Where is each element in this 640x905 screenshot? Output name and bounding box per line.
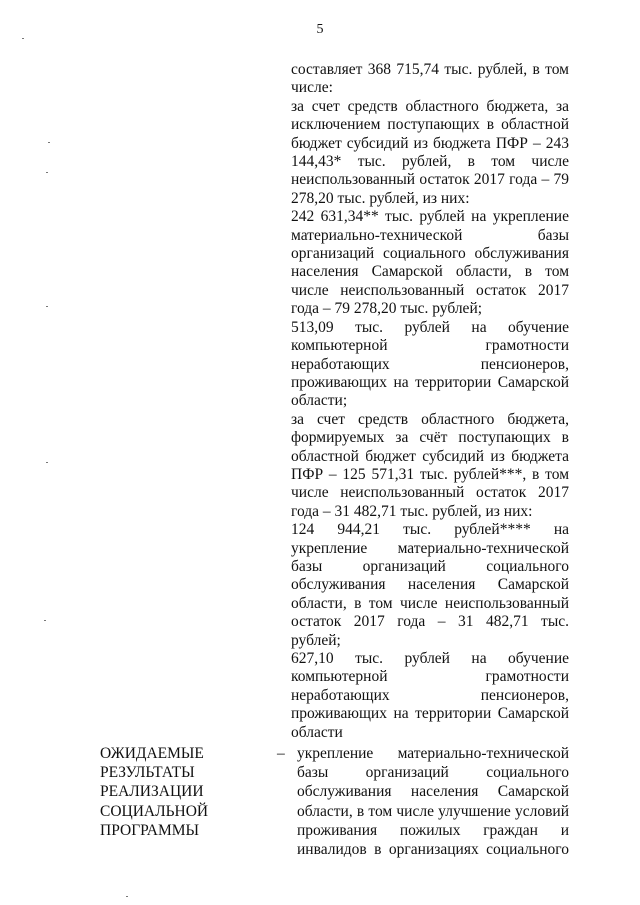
scan-speck — [46, 462, 48, 463]
funding-pfr-infrastructure: 124 944,21 тыс. рублей**** на укрепление материально-технической базы организаций социального обслуживания населения Самарской области, в том числе неиспользованный остаток 2017 года – 31 482,71 тыс. рублей; — [291, 521, 569, 649]
funding-regional-training: 513,09 тыс. рублей на обучение компьютерной грамотности неработающих пенсионеров, проживающих на территории Самарской области; — [291, 318, 569, 410]
scan-speck — [46, 306, 48, 307]
expected-results-label: ОЖИДАЕМЫЕ РЕЗУЛЬТАТЫ РЕАЛИЗАЦИИ СОЦИАЛЬНОЙ ПРОГРАММЫ — [100, 745, 209, 839]
scan-speck — [44, 620, 46, 621]
scan-speck — [126, 896, 128, 897]
expected-results-dash: – — [277, 745, 285, 762]
funding-pfr-training: 627,10 тыс. рублей на обучение компьютерной грамотности неработающих пенсионеров, проживающих на территории Самарской области — [291, 650, 569, 741]
page-number: 5 — [316, 22, 324, 37]
funding-regional-budget: за счет средств областного бюджета, за исключением поступающих в областной бюджет субсидий из бюджета ПФР – 243 144,43* тыс. рублей, в том числе неиспользованный остаток 2017 года – 79 278,20 тыс. рублей, из них: — [291, 97, 569, 207]
funding-sources-block — [291, 61, 569, 742]
funding-intro: составляет 368 715,74 тыс. рублей, в том числе: — [291, 61, 569, 97]
scan-speck — [22, 38, 24, 39]
funding-pfr-subsidies: за счет средств областного бюджета, формируемых за счёт поступающих в областной бюджет субсидий из бюджета ПФР – 125 571,31 тыс. рублей***, в том числе неиспользованный остаток 2017 года – 31 482,71 тыс. рублей, из них: — [291, 410, 569, 520]
expected-results-text: укрепление материально-технической базы организаций социального обслуживания населения Самарской области, в том числе улучшение условий проживания пожилых граждан и инвалидов в организациях социального — [297, 745, 569, 859]
funding-regional-infrastructure: 242 631,34** тыс. рублей на укрепление материально-технической базы организаций социального обслуживания населения Самарской области, в том числе неиспользованный остаток 2017 года – 79 278,20 тыс. рублей; — [291, 208, 569, 318]
scan-speck — [48, 142, 50, 143]
scan-speck — [46, 172, 48, 173]
